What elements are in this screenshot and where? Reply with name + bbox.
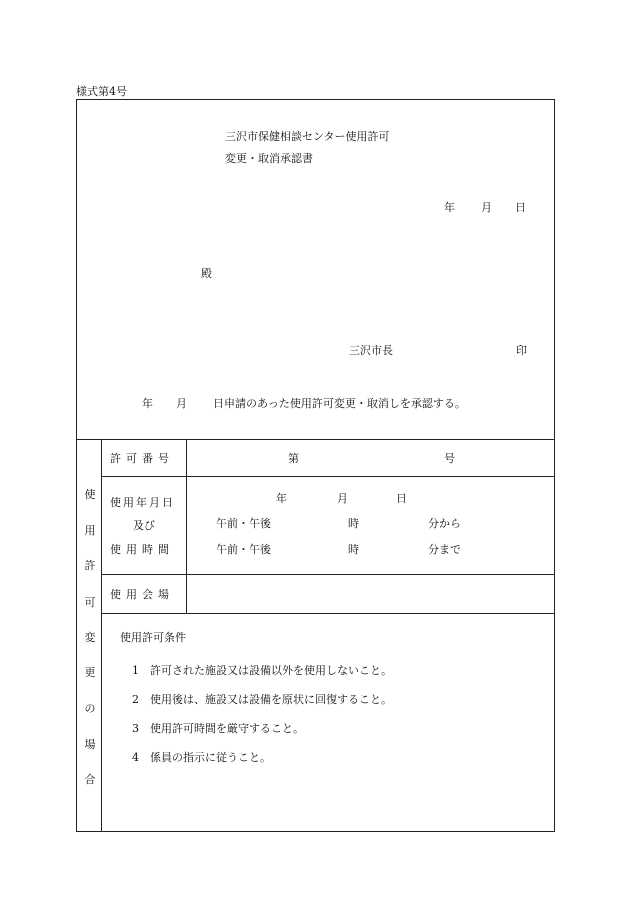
condition-text: 使用許可時間を厳守すること。 [150,722,304,735]
issuer-name: 三沢市長 [349,344,393,357]
usage-month-label: 月 [337,492,348,505]
condition-text: 係員の指示に従うこと。 [150,751,271,764]
side-label-char: 許 [84,559,96,572]
date-day-label: 日 [515,201,526,214]
approval-month-label: 月 [176,397,187,410]
side-label-char: 使 [84,488,96,501]
row-divider-2 [101,574,555,575]
end-hour-label: 時 [348,543,359,556]
usage-and-label: 及び [133,519,155,532]
condition-number: 2 [132,693,139,706]
side-label-char: 可 [84,596,96,609]
usage-year-label: 年 [276,492,287,505]
permit-number-label: 許可番号 [110,452,174,465]
permit-number-prefix: 第 [288,452,299,465]
condition-number: 3 [132,722,139,735]
conditions-heading: 使用許可条件 [120,631,186,644]
addressee-suffix: 殿 [201,267,212,280]
date-month-label: 月 [481,201,492,214]
date-year-label: 年 [444,201,455,214]
end-minute-label: 分まで [428,543,461,556]
usage-time-label: 使用時間 [110,543,174,556]
condition-text: 使用後は、施設又は設備を原状に回復すること。 [150,693,392,706]
divider-main [76,439,555,440]
side-label-char: 合 [84,773,96,786]
row-divider-3 [101,613,555,614]
side-label-char: 変 [84,631,96,644]
label-column-divider [186,439,187,613]
condition-number: 4 [132,751,139,764]
permit-number-suffix: 号 [444,452,455,465]
document-title-line1: 三沢市保健相談センター使用許可 [225,130,390,143]
side-column-divider [101,439,102,832]
start-hour-label: 時 [348,517,359,530]
condition-number: 1 [132,664,139,677]
side-label-char: 更 [84,666,96,679]
start-ampm-label: 午前・午後 [216,517,271,530]
side-label-char: 場 [84,738,96,751]
seal-mark: 印 [516,344,527,357]
usage-date-label: 使用年月日 [110,496,175,509]
side-label-char: 用 [84,524,96,537]
venue-label: 使用会場 [110,588,174,601]
start-minute-label: 分から [428,517,461,530]
document-title-line2: 変更・取消承認書 [225,152,313,165]
condition-text: 許可された施設又は設備以外を使用しないこと。 [150,664,392,677]
approval-year-label: 年 [142,397,153,410]
end-ampm-label: 午前・午後 [216,543,271,556]
approval-statement: 日申請のあった使用許可変更・取消しを承認する。 [213,397,466,410]
form-number: 様式第4号 [76,85,127,98]
usage-day-label: 日 [396,492,407,505]
row-divider-1 [101,476,555,477]
side-label-char: の [84,702,96,715]
